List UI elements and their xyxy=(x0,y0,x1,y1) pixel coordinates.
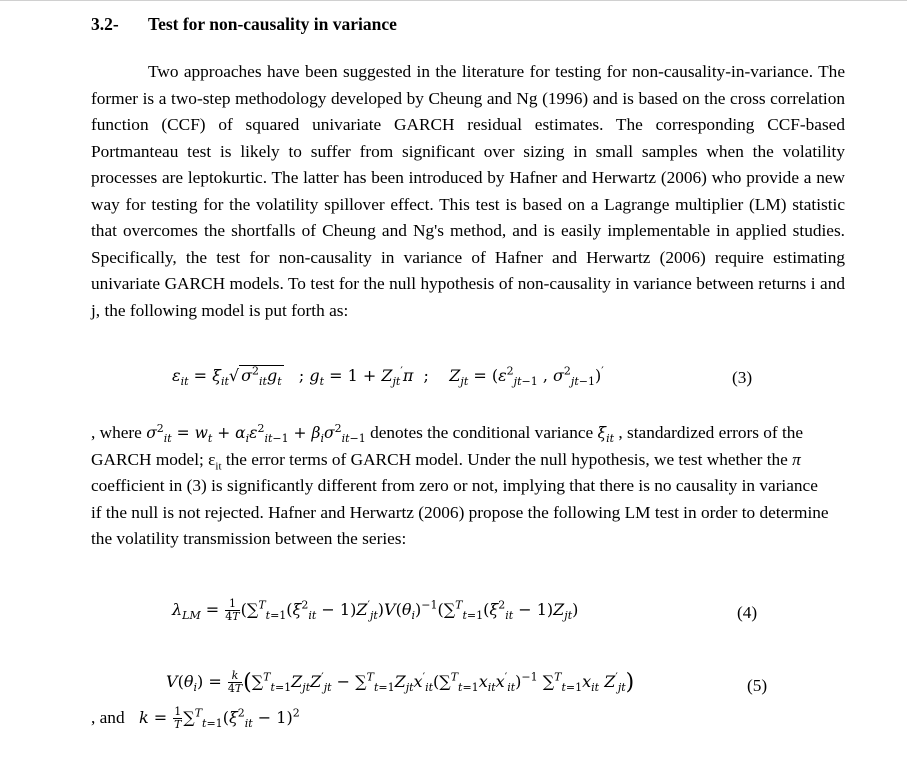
paragraph-1-text: Two approaches have been suggested in the literature for testing for non-causality-in-variance. The former is a two-step methodology developed by Cheung and Ng (1996) and is based on the cross correlation function (CCF) of squared univariate GARCH residual estimates. The corresponding CCF-based Portmanteau test is likely to suffer from significant over sizing in small samples when the volatility processes are leptokurtic. The latter has been introduced by Hafner and Herwartz (2006) who provide a new way for testing for the volatility spillover effect. This test is based on a Lagrange multiplier (LM) statistic that overcomes the shortfalls of Cheung and Ng's method, and is easily implementable in applied studies. Specifically, the test for non-causality in variance of Hafner and Herwartz (2006) require estimating univariate GARCH models. To test for the null hypothesis of non-causality in variance between returns i and j, the following model is put forth as: xyxy=(91,62,845,320)
section-number: 3.2- xyxy=(91,14,119,34)
equation-3-formula: $\varepsilon_{it} = \xi_{it}√$ $\sigma^2_{it}g_t$ ; $g_t = 1 + Z_{jt}'\pi$ ; $Z_{jt} = (\varepsilon^2_{jt-1}$ , $\sigma^2_{jt-1})'$ xyxy=(172,364,604,389)
equation-4-number: (4) xyxy=(737,603,758,622)
equation-4-formula: $\lambda_{LM}$ = $\frac{1}{4T}$ $(\sum^T_{t=1}(\xi^2_{it} - 1)Z'_{jt})V(\theta_i)^{-1}(\sum^T_{t=1}(\xi^2_{it} - 1)Z_{jt})$ xyxy=(172,597,579,623)
body-paragraph-1 xyxy=(91,59,845,324)
k-formula: k = $\frac{1}{T}$ $\sum^T_{t=1}(\xi^2_{it} - 1)^2$ xyxy=(139,705,300,731)
equation-5-number: (5) xyxy=(747,676,768,695)
body-paragraph-2: , where $\sigma^2_{it} = w_t + \alpha_i\varepsilon^2_{it-1} + \beta_i\sigma^2_{it-1}$ denotes the conditional variance $\xi_{it}$ , standardized errors of the GARCH model; $\varepsilon_{it}$ the error terms of GARCH model. Under the null hypothesis, we test whether the π coefficient in (3) is significantly different from zero or not, implying that there is no causality in variance if the null is not rejected. Hafner and Herwartz (2006) propose the following LM test in order to determine the volatility transmission between the series: xyxy=(91,421,829,548)
and-text: , and xyxy=(91,708,125,727)
equation-3-number: (3) xyxy=(732,368,753,387)
section-title: Test for non-causality in variance xyxy=(148,14,397,34)
section-heading xyxy=(91,14,397,35)
equation-5-formula: $V(\theta_i)$ = $\frac{k}{4T}$ ($\sum^T_{t=1}Z_{jt}Z'_{jt} - \sum^T_{t=1}Z_{jt}x'_{it}(\sum^T_{t=1}x_{it}x'_{it})^{-1}$ $\sum^T_{t=1}x_{it}$ $Z'_{jt}$) xyxy=(166,669,635,695)
